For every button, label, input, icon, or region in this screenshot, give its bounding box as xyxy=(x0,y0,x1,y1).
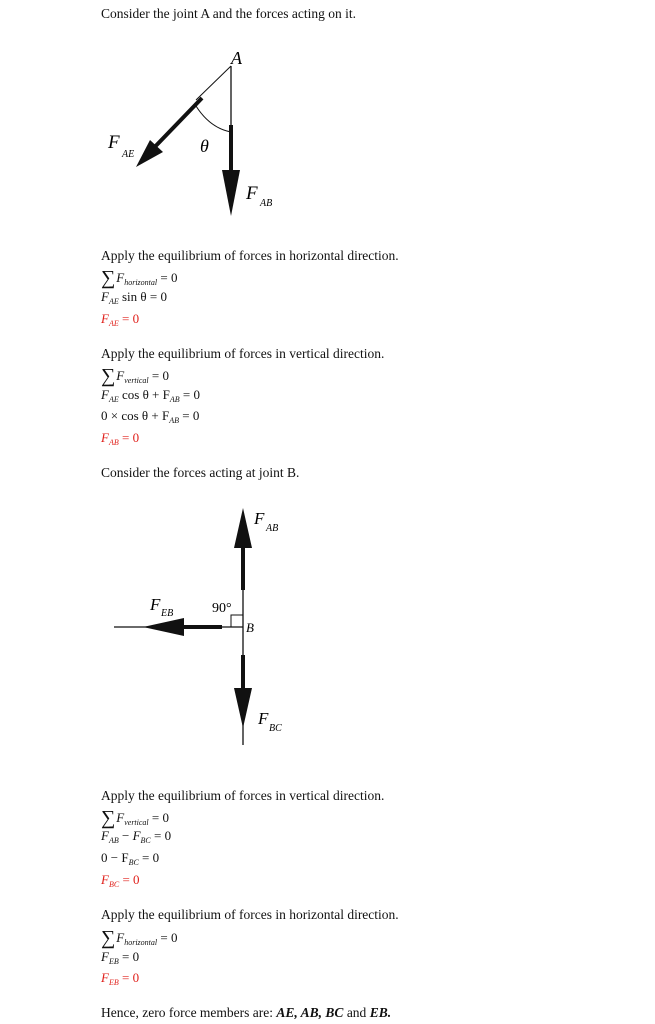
sec3-result: $F_{BC} = 0$ xyxy=(101,872,140,889)
sec2-result: $F_{AB} = 0$ xyxy=(101,430,140,447)
angle-90-label: 90° xyxy=(212,601,232,616)
sec1-result: $F_{AE} = 0$ xyxy=(101,311,140,328)
feb-sub: EB xyxy=(161,608,174,619)
intro-joint-a: Consider the joint A and the forces acting on it. xyxy=(101,6,356,21)
fae-label: F xyxy=(108,132,120,153)
point-a-label: A xyxy=(231,48,242,68)
force-bc-arrowhead xyxy=(234,688,252,728)
feb-label: F xyxy=(150,595,161,614)
sec1-eq1: $\sum F_{horizontal} = 0$ xyxy=(101,267,178,289)
sec3-heading: Apply the equilibrium of forces in vertical direction. xyxy=(101,788,385,803)
sec4-heading: Apply the equilibrium of forces in horizontal direction. xyxy=(101,907,399,922)
fbc-label: F xyxy=(258,709,269,728)
conclusion: Hence, zero force members are: AE, AB, BC and EB. xyxy=(101,1005,392,1020)
theta-label: θ xyxy=(200,136,209,156)
sec2-eq2: $F_{AE}$ $\cos \theta + F_{AB} = 0$ xyxy=(101,387,200,404)
fab-b-label: F xyxy=(254,509,265,528)
fae-sub: AE xyxy=(122,149,135,160)
point-b-label: B xyxy=(246,620,254,635)
sec3-eq2: $F_{AB} - F_{BC} = 0$ xyxy=(101,828,172,845)
sec3-eq3: $0 - F_{BC} = 0$ xyxy=(101,850,160,867)
sec3-eq1: $\sum F_{vertical} = 0$ xyxy=(101,807,169,829)
sec2-eq1: $\sum F_{vertical} = 0$ xyxy=(101,365,169,387)
sec4-eq2: $F_{EB} = 0$ xyxy=(101,949,140,966)
fab-sub: AB xyxy=(260,198,273,209)
sec4-result: $F_{EB} = 0$ xyxy=(101,970,140,987)
force-eb-arrowhead xyxy=(143,618,184,636)
right-angle-marker xyxy=(231,615,243,627)
intro-joint-b: Consider the forces acting at joint B. xyxy=(101,465,300,480)
force-ab-b-arrowhead xyxy=(234,508,252,548)
sec4-eq1: $\sum F_{horizontal} = 0$ xyxy=(101,927,178,949)
fab-b-sub: AB xyxy=(266,523,279,534)
sec1-heading: Apply the equilibrium of forces in horizontal direction. xyxy=(101,248,399,263)
fbc-sub: BC xyxy=(269,723,282,734)
fab-label: F xyxy=(246,183,258,204)
sec2-heading: Apply the equilibrium of forces in vertical direction. xyxy=(101,346,385,361)
sec1-eq2: $F_{AE}$ sin θ = 0 xyxy=(101,289,167,306)
sec2-eq3: $0 \times \cos \theta + F_{AB} = 0$ xyxy=(101,408,200,425)
